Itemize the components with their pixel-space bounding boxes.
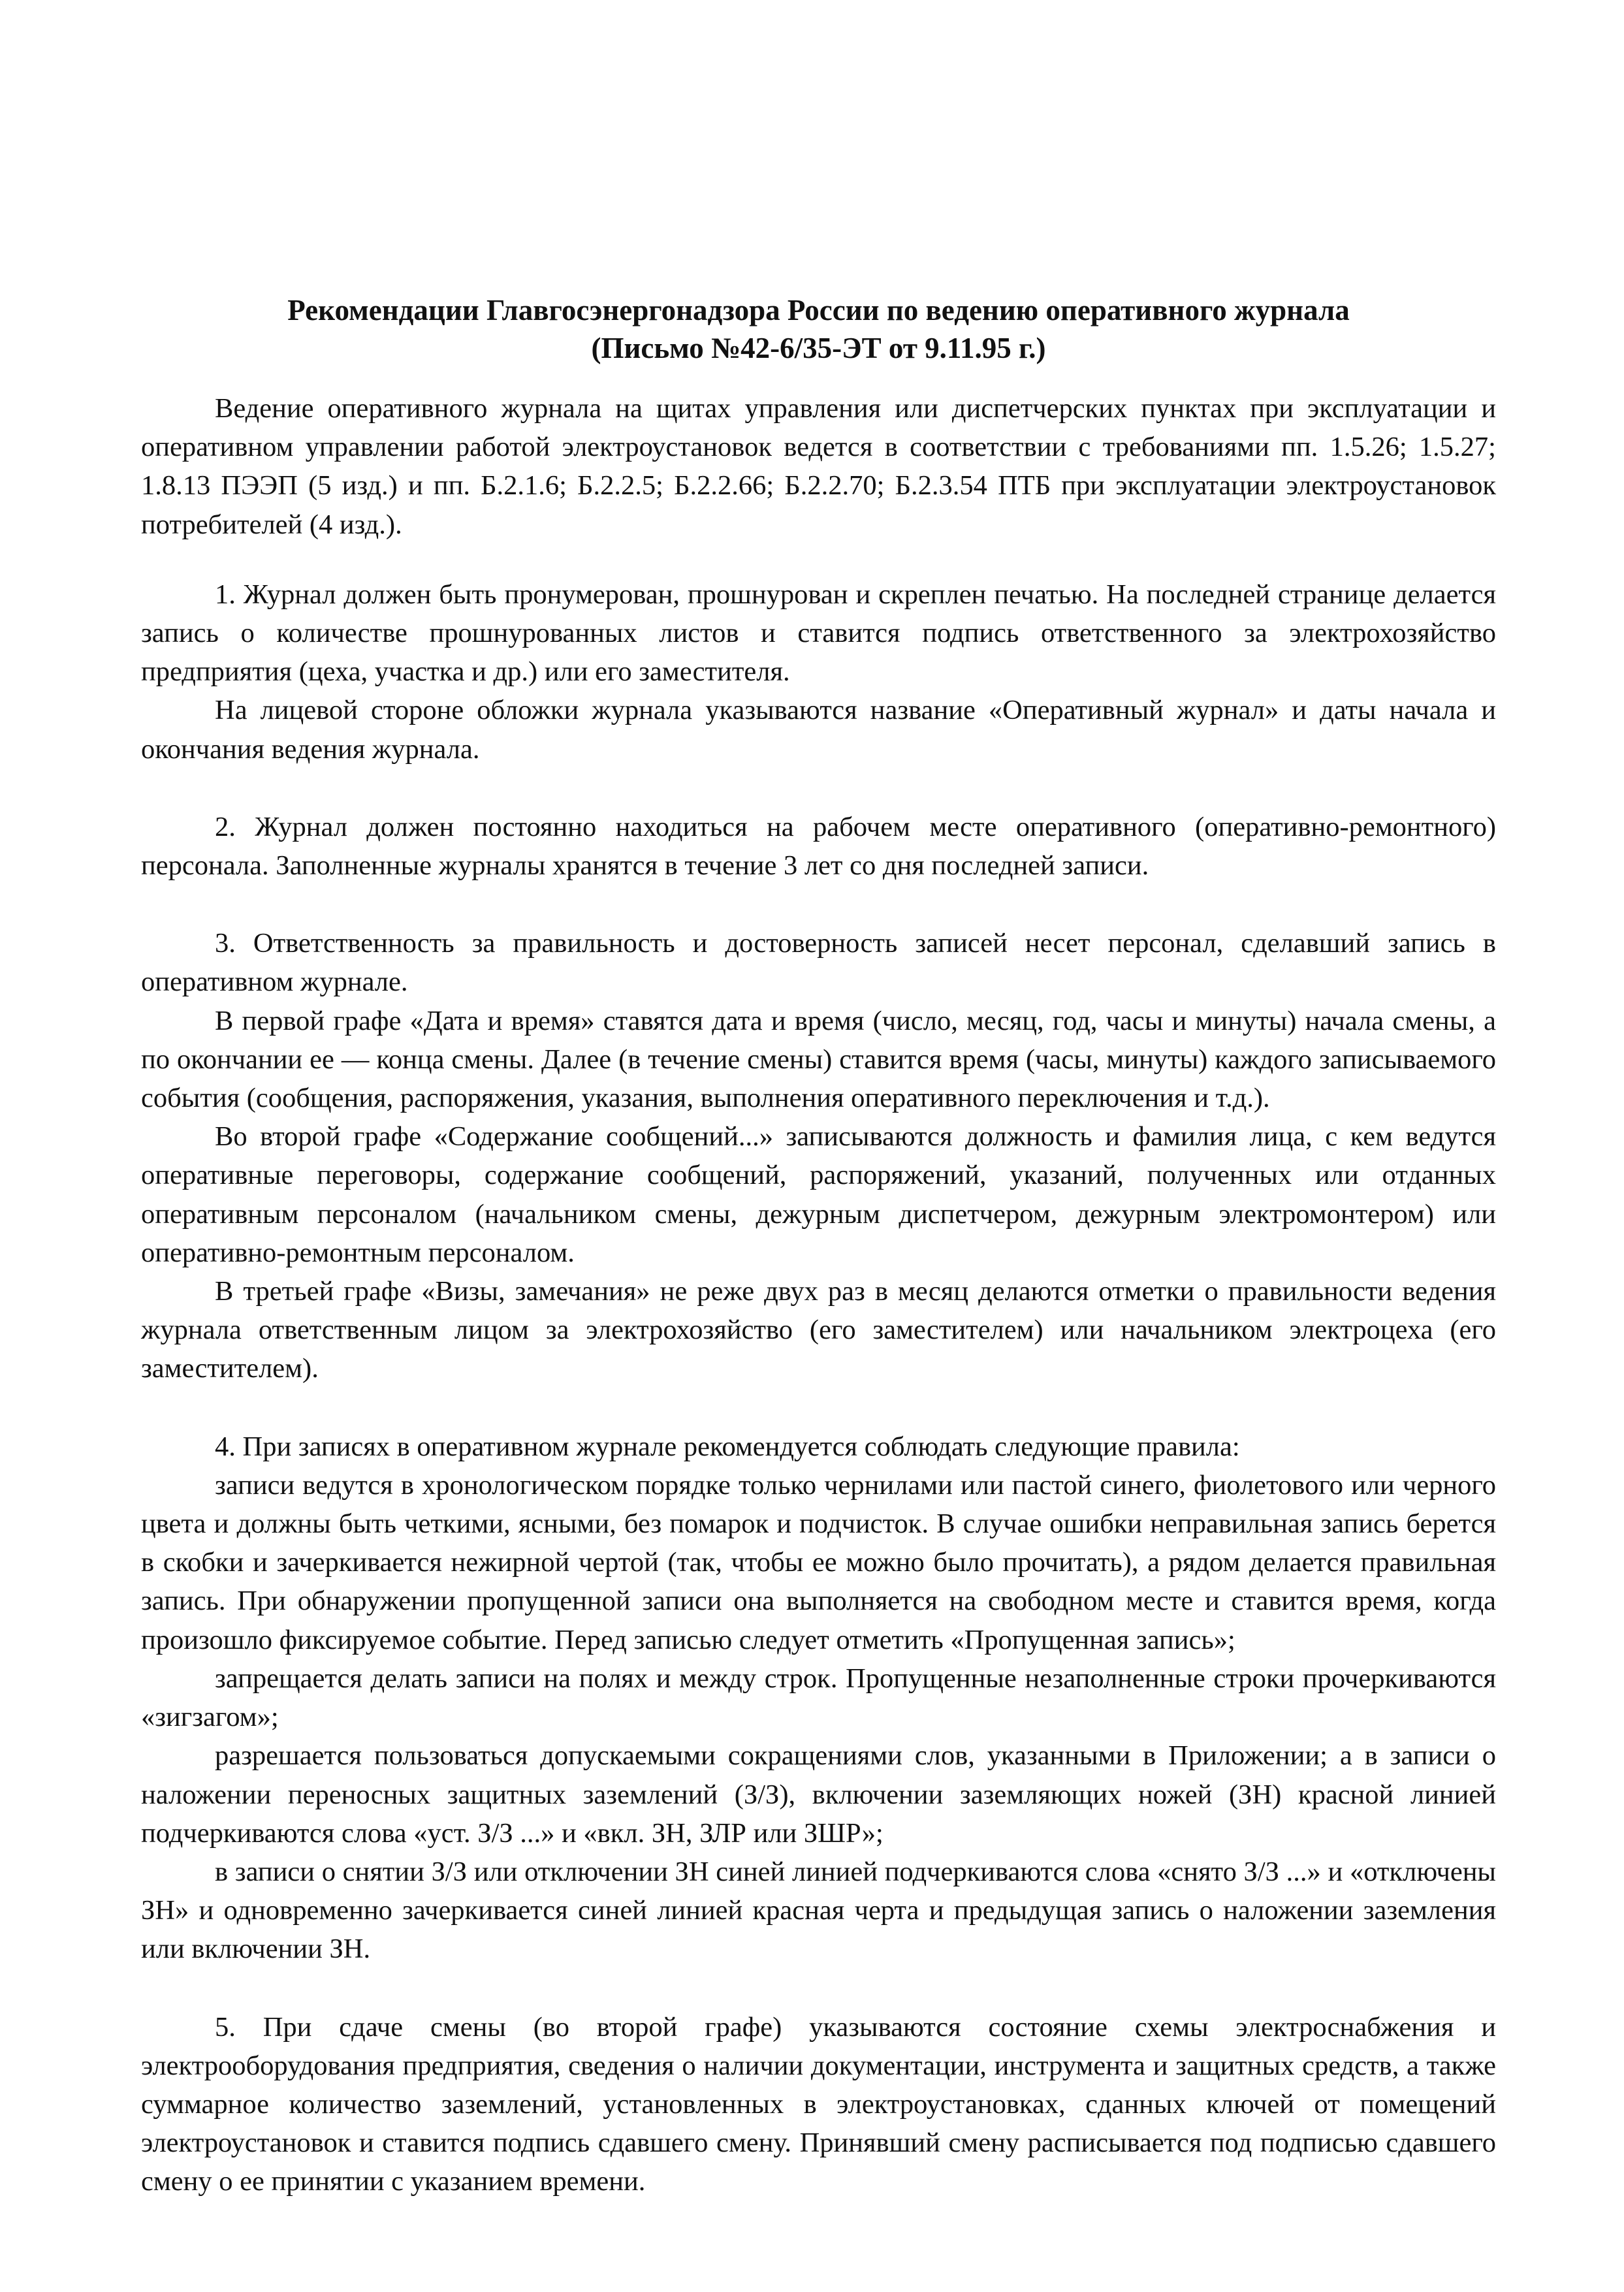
section-2 bbox=[141, 808, 1496, 885]
title-line-2: (Письмо №42-6/35-ЭТ от 9.11.95 г.) bbox=[591, 332, 1046, 364]
section-1-paragraph-2: На лицевой стороне обложки журнала указываются название «Оперативный журнал» и даты начала и окончания ведения журнала. bbox=[141, 695, 1496, 765]
section-4 bbox=[141, 1427, 1496, 1969]
section-4-paragraph-2: записи ведутся в хронологическом порядке только чернилами или пастой синего, фиолетового или черного цвета и должны быть четкими, ясными, без помарок и подчисток. В случае ошибки неправильная запись берется в скобки и зачеркивается нежирной чертой (так, чтобы ее можно было прочитать), а рядом делается правильная запись. При обнаружении пропущенной записи она выполняется на свободном месте и ставится время, когда произошло фиксируемое событие. Перед записью следует отметить «Пропущенная запись»; bbox=[141, 1469, 1496, 1655]
title-line-1: Рекомендации Главгосэнергонадзора России по ведению оперативного журнала bbox=[287, 294, 1350, 326]
intro-paragraph: Ведение оперативного журнала на щитах управления или диспетчерских пунктах при эксплуатации и оперативном управлении работой электроустановок ведется в соответствии с требованиями пп. 1.5.26; 1.5.27; 1.8.13 ПЭЭП (5 изд.) и пп. Б.2.1.6; Б.2.2.5; Б.2.2.66; Б.2.2.70; Б.2.3.54 ПТБ при эксплуатации электроустановок потребителей (4 изд.). bbox=[141, 393, 1496, 540]
section-5-paragraph-1: 5. При сдаче смены (во второй графе) указываются состояние схемы электроснабжения и электрооборудования предприятия, сведения о наличии документации, инструмента и защитных средств, а также суммарное количество заземлений, установленных в электроустановках, сданных ключей от помещений электроустановок и ставится подпись сдавшего смену. Принявший смену расписывается под подписью сдавшего смену о ее принятии с указанием времени. bbox=[141, 2011, 1496, 2197]
section-1-paragraph-1: 1. Журнал должен быть пронумерован, прошнурован и скреплен печатью. На последней странице делается запись о количестве прошнурованных листов и ставится подпись ответственного за электрохозяйство предприятия (цеха, участка и др.) или его заместителя. bbox=[141, 579, 1496, 688]
section-3 bbox=[141, 924, 1496, 1388]
document-body bbox=[141, 389, 1496, 2201]
section-4-paragraph-5: в записи о снятии З/З или отключении ЗН синей линией подчеркиваются слова «снято З/З ...» и «отключены ЗН» и одновременно зачеркивается синей линией красная черта и предыдущая запись о наложении заземления или включении ЗН. bbox=[141, 1856, 1496, 1965]
section-3-paragraph-1: 3. Ответственность за правильность и достоверность записей несет персонал, сделавший запись в оперативном журнале. bbox=[141, 928, 1496, 998]
section-4-paragraph-1: 4. При записях в оперативном журнале рекомендуется соблюдать следующие правила: bbox=[215, 1431, 1240, 1462]
section-1 bbox=[141, 575, 1496, 769]
section-3-paragraph-3: Во второй графе «Содержание сообщений...» записываются должность и фамилия лица, с кем ведутся оперативные переговоры, содержание сообщений, распоряжений, указаний, полученных или отданных оперативным персоналом (начальником смены, дежурным диспетчером, дежурным электромонтером) или оперативно-ремонтным персоналом. bbox=[141, 1121, 1496, 1268]
section-4-paragraph-4: разрешается пользоваться допускаемыми сокращениями слов, указанными в Приложении; а в записи о наложении переносных защитных заземлений (З/З), включении заземляющих ножей (ЗН) красной линией подчеркиваются слова «уст. З/З ...» и «вкл. ЗН, ЗЛР или ЗШР»; bbox=[141, 1740, 1496, 1849]
document-title bbox=[141, 291, 1496, 367]
document-page bbox=[141, 291, 1496, 2201]
section-5 bbox=[141, 2008, 1496, 2201]
section-4-paragraph-3: запрещается делать записи на полях и между строк. Пропущенные незаполненные строки прочеркиваются «зигзагом»; bbox=[141, 1663, 1496, 1733]
section-3-paragraph-2: В первой графе «Дата и время» ставятся дата и время (число, месяц, год, часы и минуты) начала смены, а по окончании ее — конца смены. Далее (в течение смены) ставится время (часы, минуты) каждого записываемого события (сообщения, распоряжения, указания, выполнения оперативного переключения и т.д.). bbox=[141, 1005, 1496, 1114]
section-3-paragraph-4: В третьей графе «Визы, замечания» не реже двух раз в месяц делаются отметки о правильности ведения журнала ответственным лицом за электрохозяйство (его заместителем) или начальником электроцеха (его заместителем). bbox=[141, 1276, 1496, 1384]
section-2-paragraph-1: 2. Журнал должен постоянно находиться на рабочем месте оперативного (оперативно-ремонтного) персонала. Заполненные журналы хранятся в течение 3 лет со дня последней записи. bbox=[141, 811, 1496, 882]
